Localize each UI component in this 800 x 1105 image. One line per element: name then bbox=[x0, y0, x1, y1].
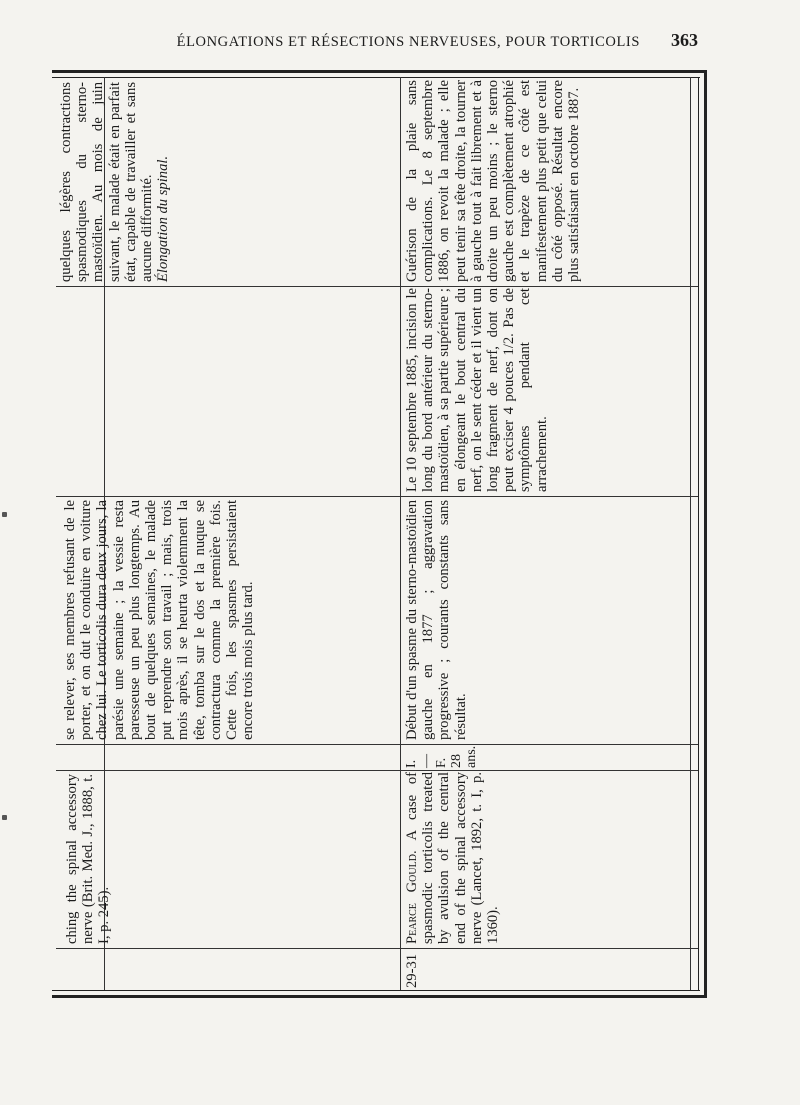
upper-history-text: se relever, ses membres refusant de le porter, et on dut le conduire en voiture chez lui. Le torticolis dura deux jours, la parésie une semaine ; la vessie resta paresseuse un peu plus longtemps. Au bout de quelques semaines, le malade put reprendre son travail ; mais, trois mois après, il se heurta violemment la tête, tomba sur le dos et la nuque se contractura comme la première fois. Cette fois, les spasmes persistaient encore trois mois plus tard. bbox=[62, 500, 257, 740]
lower-operation-text: Le 10 septembre 1885, incision le long du bord antérieur du sterno-mastoïdien, à sa partie supérieure ; en élongeant le bout central du nerf, on le sent céder et il vient un long fragment de nerf, dont on peut exciser 4 pouces 1/2. Pas de symptômes pendant cet arrachement. bbox=[404, 288, 550, 492]
column-rule bbox=[400, 77, 401, 990]
table-rule-right bbox=[698, 77, 699, 990]
page-number: 363 bbox=[671, 30, 698, 50]
lower-reference-text: A case of spasmodic torticolis treated by avulsion of the central end of the spinal accessory nerve (Lancet, 1892, t. I, p. 1360). bbox=[404, 772, 502, 944]
row-rule bbox=[56, 744, 698, 745]
row-rule bbox=[56, 770, 698, 771]
upper-result-text: quelques légères contractions spasmodiques du sterno-mastoïdien. Au mois de juin suivant, le malade était en parfait état, capable de travailler et sans aucune difformité. bbox=[58, 82, 156, 282]
row-rule bbox=[56, 496, 698, 497]
lower-reference bbox=[404, 772, 554, 944]
patient-info-text: I. — F. 28 ans. bbox=[404, 745, 479, 768]
lower-history bbox=[404, 500, 534, 740]
upper-result-label: Élongation du spinal. bbox=[155, 155, 172, 282]
lower-result bbox=[404, 80, 686, 282]
lower-history-text: Début d'un spasme du sterno-mastoïdien gauche en 1877 ; aggravation progressive ; courants constants sans résultat. bbox=[404, 500, 469, 740]
table-rule-bottom bbox=[52, 990, 700, 991]
upper-reference bbox=[64, 774, 140, 944]
row-rule bbox=[56, 286, 698, 287]
upper-reference-text: ching the spinal accessory nerve (Brit. Med. J., 1888, t. I, p. 245). bbox=[64, 774, 113, 944]
column-rule bbox=[690, 77, 691, 990]
lower-result-text: Guérison de la plaie sans complications. Le 8 septembre 1886, on revoit la malade ; elle peut tenir sa tête droite, la tourner à gauche tout à fait librement et à droite un peu moins ; le sterno gauche est complètement atrophié et le trapèze de ce côté est manifestement plus petit que celui du côté opposé. Résultat encore plus satisfaisant en octobre 1887. bbox=[404, 80, 583, 282]
patient-info bbox=[404, 744, 479, 768]
upper-history bbox=[62, 500, 398, 740]
case-number-text: 29-31 bbox=[404, 953, 420, 988]
running-title: ÉLONGATIONS ET RÉSECTIONS NERVEUSES, POUR TORTICOLIS bbox=[176, 34, 640, 50]
table-rule-top bbox=[52, 77, 700, 78]
page-header bbox=[0, 28, 800, 58]
lower-operation bbox=[404, 288, 634, 492]
scan-mark bbox=[2, 815, 7, 820]
author-name: Pearce Gould. bbox=[404, 850, 420, 944]
row-rule bbox=[56, 948, 698, 949]
scan-mark bbox=[2, 512, 7, 517]
upper-result bbox=[58, 82, 228, 282]
case-number bbox=[404, 948, 426, 988]
